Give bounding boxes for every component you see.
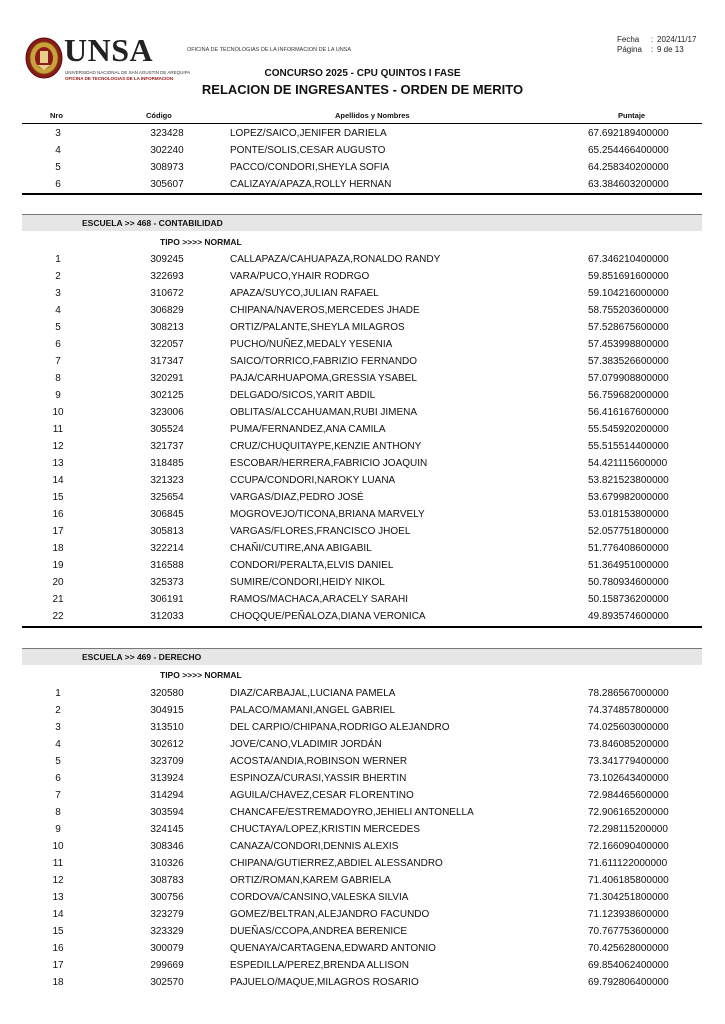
code-cell: 305813 [150,526,184,537]
table-row [22,404,702,421]
school-header [22,648,702,665]
rank-cell: 2 [55,705,61,716]
name-cell: ESPEDILLA/PEREZ,BRENDA ALLISON [230,960,409,971]
rank-cell: 7 [55,790,61,801]
name-cell: CHOQQUE/PEÑALOZA,DIANA VERONICA [230,611,426,622]
table-row [22,302,702,319]
code-cell: 308973 [150,162,184,173]
table-row [22,557,702,574]
code-cell: 300079 [150,943,184,954]
code-cell: 322214 [150,543,184,554]
code-cell: 318485 [150,458,184,469]
table-row [22,540,702,557]
code-cell: 306829 [150,305,184,316]
logo-wordmark: UNSA [64,32,154,68]
name-cell: PUCHO/NUÑEZ,MEDALY YESENIA [230,339,393,350]
rank-cell: 17 [52,960,64,971]
score-cell: 59.104216000000 [588,288,669,299]
code-cell: 323329 [150,926,184,937]
code-cell: 300756 [150,892,184,903]
table-row [22,387,702,404]
table-row [22,421,702,438]
table-row [22,159,702,176]
code-cell: 302240 [150,145,184,156]
name-cell: ACOSTA/ANDIA,ROBINSON WERNER [230,756,408,767]
rank-cell: 5 [55,756,61,767]
code-cell: 310326 [150,858,184,869]
score-cell: 78.286567000000 [588,688,669,699]
score-cell: 69.854062400000 [588,960,669,971]
table-row [22,608,702,625]
rank-cell: 4 [55,739,61,750]
rank-cell: 8 [55,807,61,818]
name-cell: ORTIZ/ROMAN,KAREM GABRIELA [230,875,391,886]
table-row [22,125,702,142]
score-cell: 50.158736200000 [588,594,669,605]
name-cell: MOGROVEJO/TICONA,BRIANA MARVELY [230,509,425,520]
table-row [22,804,702,821]
code-cell: 308346 [150,841,184,852]
code-cell: 314294 [150,790,184,801]
table-row [22,753,702,770]
code-cell: 320580 [150,688,184,699]
score-cell: 52.057751800000 [588,526,669,537]
name-cell: RAMOS/MACHACA,ARACELY SARAHI [230,594,409,605]
rank-cell: 9 [55,390,61,401]
name-cell: PACCO/CONDORI,SHEYLA SOFIA [230,162,390,173]
code-cell: 325654 [150,492,184,503]
rank-cell: 15 [52,926,64,937]
rank-cell: 5 [55,162,61,173]
table-row [22,838,702,855]
score-cell: 67.692189400000 [588,128,669,139]
name-cell: CALIZAYA/APAZA,ROLLY HERNAN [230,179,392,190]
rank-cell: 14 [52,475,64,486]
name-cell: APAZA/SUYCO,JULIAN RAFAEL [230,288,379,299]
score-cell: 70.425628000000 [588,943,669,954]
name-cell: PAJA/CARHUAPOMA,GRESSIA YSABEL [230,373,417,384]
name-cell: DEL CARPIO/CHIPANA,RODRIGO ALEJANDRO [230,722,450,733]
score-cell: 57.383526600000 [588,356,669,367]
score-cell: 71.406185800000 [588,875,669,886]
contest-title: CONCURSO 2025 - CPU QUINTOS I FASE [264,68,461,79]
table-row [22,787,702,804]
table-row [22,489,702,506]
score-cell: 65.254466400000 [588,145,669,156]
section-divider [22,626,702,628]
rank-cell: 12 [52,441,64,452]
name-cell: CHIPANA/GUTIERREZ,ABDIEL ALESSANDRO [230,858,443,869]
score-cell: 55.515514400000 [588,441,669,452]
name-cell: PALACO/MAMANI,ANGEL GABRIEL [230,705,396,716]
name-cell: PAJUELO/MAQUE,MILAGROS ROSARIO [230,977,419,988]
rank-cell: 17 [52,526,64,537]
score-cell: 53.679982000000 [588,492,669,503]
code-cell: 305524 [150,424,184,435]
score-cell: 72.166090400000 [588,841,669,852]
name-cell: SAICO/TORRICO,FABRIZIO FERNANDO [230,356,418,367]
name-cell: JOVE/CANO,VLADIMIR JORDÁN [230,739,382,750]
table-row [22,770,702,787]
name-cell: ESCOBAR/HERRERA,FABRICIO JOAQUIN [230,458,428,469]
score-cell: 50.780934600000 [588,577,669,588]
name-cell: LOPEZ/SAICO,JENIFER DARIELA [230,128,387,139]
name-cell: CHUCTAYA/LOPEZ,KRISTIN MERCEDES [230,824,421,835]
score-cell: 72.906165200000 [588,807,669,818]
name-cell: CHIPANA/NAVEROS,MERCEDES JHADE [230,305,420,316]
office-name: OFICINA DE TECNOLOGIAS DE LA INFORMACION DE LA UNSA [187,47,352,53]
score-cell: 56.416167600000 [588,407,669,418]
score-cell: 73.102643400000 [588,773,669,784]
rank-cell: 11 [52,858,64,869]
code-cell: 322693 [150,271,184,282]
rank-cell: 10 [52,841,64,852]
report-title: RELACION DE INGRESANTES - ORDEN DE MERITO [201,82,524,97]
logo-subtitle-office: OFICINA DE TECNOLOGIAS DE LA INFORMACION [65,76,174,81]
rank-cell: 8 [55,373,61,384]
rank-cell: 16 [52,509,64,520]
table-row [22,142,702,159]
code-cell: 302570 [150,977,184,988]
name-cell: CORDOVA/CANSINO,VALESKA SILVIA [230,892,409,903]
score-cell: 72.984465600000 [588,790,669,801]
table-row [22,176,702,193]
code-cell: 309245 [150,254,184,265]
col-nro-header: Nro [50,111,63,120]
code-cell: 323279 [150,909,184,920]
code-cell: 305607 [150,179,184,190]
name-cell: OBLITAS/ALCCAHUAMAN,RUBI JIMENA [230,407,418,418]
name-cell: QUENAYA/CARTAGENA,EDWARD ANTONIO [230,943,436,954]
rank-cell: 15 [52,492,64,503]
name-cell: VARGAS/DIAZ,PEDRO JOSÉ [230,492,364,503]
score-cell: 56.759682000000 [588,390,669,401]
score-cell: 74.374857800000 [588,705,669,716]
score-cell: 54.421115600000 [588,458,668,469]
score-cell: 70.767753600000 [588,926,669,937]
page-label: Página [617,45,642,54]
score-cell: 57.528675600000 [588,322,669,333]
score-cell: 74.025603000000 [588,722,669,733]
rank-cell: 4 [55,145,61,156]
rank-cell: 4 [55,305,61,316]
score-cell: 57.079908800000 [588,373,669,384]
code-cell: 312033 [150,611,184,622]
code-cell: 299669 [150,960,184,971]
score-cell: 55.545920200000 [588,424,669,435]
table-row [22,719,702,736]
table-row [22,268,702,285]
col-nombres-header: Apellidos y Nombres [335,111,410,120]
rank-cell: 16 [52,943,64,954]
table-row [22,523,702,540]
rank-cell: 18 [52,977,64,988]
score-cell: 49.893574600000 [588,611,669,622]
code-cell: 325373 [150,577,184,588]
table-row [22,574,702,591]
code-cell: 323709 [150,756,184,767]
table-row [22,455,702,472]
name-cell: DUEÑAS/CCOPA,ANDREA BERENICE [230,926,408,937]
name-cell: VARA/PUCO,YHAIR RODRGO [230,271,370,282]
page-line [617,45,684,54]
rank-cell: 6 [55,339,61,350]
date-value: 2024/11/17 [657,35,697,44]
score-cell: 57.453998800000 [588,339,669,350]
date-separator: : [651,35,654,44]
name-cell: CALLAPAZA/CAHUAPAZA,RONALDO RANDY [230,254,441,265]
score-cell: 63.384603200000 [588,179,669,190]
table-row [22,506,702,523]
score-cell: 53.018153800000 [588,509,669,520]
code-cell: 313510 [150,722,184,733]
table-row [22,872,702,889]
table-row [22,821,702,838]
code-cell: 306845 [150,509,184,520]
school-header [22,214,702,231]
admission-type: TIPO >>>> NORMAL [160,670,242,680]
rank-cell: 1 [55,688,61,699]
table-row [22,855,702,872]
name-cell: CHANCAFE/ESTREMADOYRO,JEHIELI ANTONELLA [230,807,474,818]
name-cell: CONDORI/PERALTA,ELVIS DANIEL [230,560,394,571]
rank-cell: 3 [55,722,61,733]
table-row [22,923,702,940]
code-cell: 321737 [150,441,184,452]
date-line [617,35,696,44]
score-cell: 71.123938600000 [588,909,669,920]
code-cell: 316588 [150,560,184,571]
name-cell: GOMEZ/BELTRAN,ALEJANDRO FACUNDO [230,909,430,920]
rank-cell: 20 [52,577,64,588]
score-cell: 71.611122000000 [588,858,668,869]
col-puntaje-header: Puntaje [618,111,646,120]
name-cell: CCUPA/CONDORI,NAROKY LUANA [230,475,396,486]
table-row [22,591,702,608]
rank-cell: 2 [55,271,61,282]
rank-cell: 12 [52,875,64,886]
admission-type: TIPO >>>> NORMAL [160,237,242,247]
col-codigo-header: Código [146,111,172,120]
name-cell: PUMA/FERNANDEZ,ANA CAMILA [230,424,386,435]
table-row [22,685,702,702]
rank-cell: 21 [52,594,64,605]
score-cell: 64.258340200000 [588,162,669,173]
code-cell: 306191 [150,594,184,605]
page-value: 9 de 13 [657,45,684,54]
code-cell: 313924 [150,773,184,784]
table-row [22,906,702,923]
table-row [22,353,702,370]
name-cell: AGUILA/CHAVEZ,CESAR FLORENTINO [230,790,414,801]
name-cell: ORTIZ/PALANTE,SHEYLA MILAGROS [230,322,405,333]
code-cell: 320291 [150,373,184,384]
logo-subtitle: UNIVERSIDAD NACIONAL DE SAN AGUSTIN DE AREQUIPA [65,70,191,75]
rank-cell: 11 [52,424,64,435]
name-cell: CANAZA/CONDORI,DENNIS ALEXIS [230,841,399,852]
score-cell: 51.776408600000 [588,543,669,554]
score-cell: 73.846085200000 [588,739,669,750]
score-cell: 67.346210400000 [588,254,669,265]
name-cell: DIAZ/CARBAJAL,LUCIANA PAMELA [230,688,396,699]
section-divider [22,193,702,195]
rank-cell: 6 [55,773,61,784]
rank-cell: 7 [55,356,61,367]
table-row [22,940,702,957]
code-cell: 308783 [150,875,184,886]
date-label: Fecha [617,35,640,44]
score-cell: 72.298115200000 [588,824,668,835]
rank-cell: 3 [55,128,61,139]
rank-cell: 9 [55,824,61,835]
name-cell: VARGAS/FLORES,FRANCISCO JHOEL [230,526,411,537]
score-cell: 73.341779400000 [588,756,669,767]
score-cell: 59.851691600000 [588,271,669,282]
code-cell: 302125 [150,390,184,401]
name-cell: PONTE/SOLIS,CESAR AUGUSTO [230,145,386,156]
name-cell: ESPINOZA/CURASI,YASSIR BHERTIN [230,773,407,784]
score-cell: 53.821523800000 [588,475,669,486]
rank-cell: 18 [52,543,64,554]
code-cell: 304915 [150,705,184,716]
table-row [22,957,702,974]
code-cell: 317347 [150,356,184,367]
page-separator: : [651,45,654,54]
rank-cell: 13 [52,892,64,903]
code-cell: 323006 [150,407,184,418]
table-row [22,702,702,719]
code-cell: 322057 [150,339,184,350]
rank-cell: 13 [52,458,64,469]
score-cell: 51.364951000000 [588,560,669,571]
code-cell: 302612 [150,739,184,750]
table-row [22,251,702,268]
score-cell: 58.755203600000 [588,305,669,316]
rank-cell: 5 [55,322,61,333]
table-row [22,370,702,387]
code-cell: 308213 [150,322,184,333]
code-cell: 323428 [150,128,184,139]
table-row [22,319,702,336]
rank-cell: 22 [52,611,64,622]
table-row [22,889,702,906]
rank-cell: 6 [55,179,61,190]
code-cell: 321323 [150,475,184,486]
table-row [22,285,702,302]
school-name: ESCUELA >> 468 - CONTABILIDAD [82,218,223,228]
score-cell: 69.792806400000 [588,977,669,988]
code-cell: 324145 [150,824,184,835]
rank-cell: 3 [55,288,61,299]
rank-cell: 1 [55,254,61,265]
table-header [22,107,702,124]
rank-cell: 14 [52,909,64,920]
table-row [22,472,702,489]
table-row [22,736,702,753]
code-cell: 303594 [150,807,184,818]
rank-cell: 19 [52,560,64,571]
rank-cell: 10 [52,407,64,418]
code-cell: 310672 [150,288,184,299]
name-cell: DELGADO/SICOS,YARIT ABDIL [230,390,376,401]
name-cell: SUMIRE/CONDORI,HEIDY NIKOL [230,577,385,588]
table-row [22,438,702,455]
name-cell: CRUZ/CHUQUITAYPE,KENZIE ANTHONY [230,441,422,452]
score-cell: 71.304251800000 [588,892,669,903]
table-row [22,336,702,353]
table-row [22,974,702,991]
name-cell: CHAÑI/CUTIRE,ANA ABIGABIL [230,543,372,554]
school-name: ESCUELA >> 469 - DERECHO [82,652,202,662]
